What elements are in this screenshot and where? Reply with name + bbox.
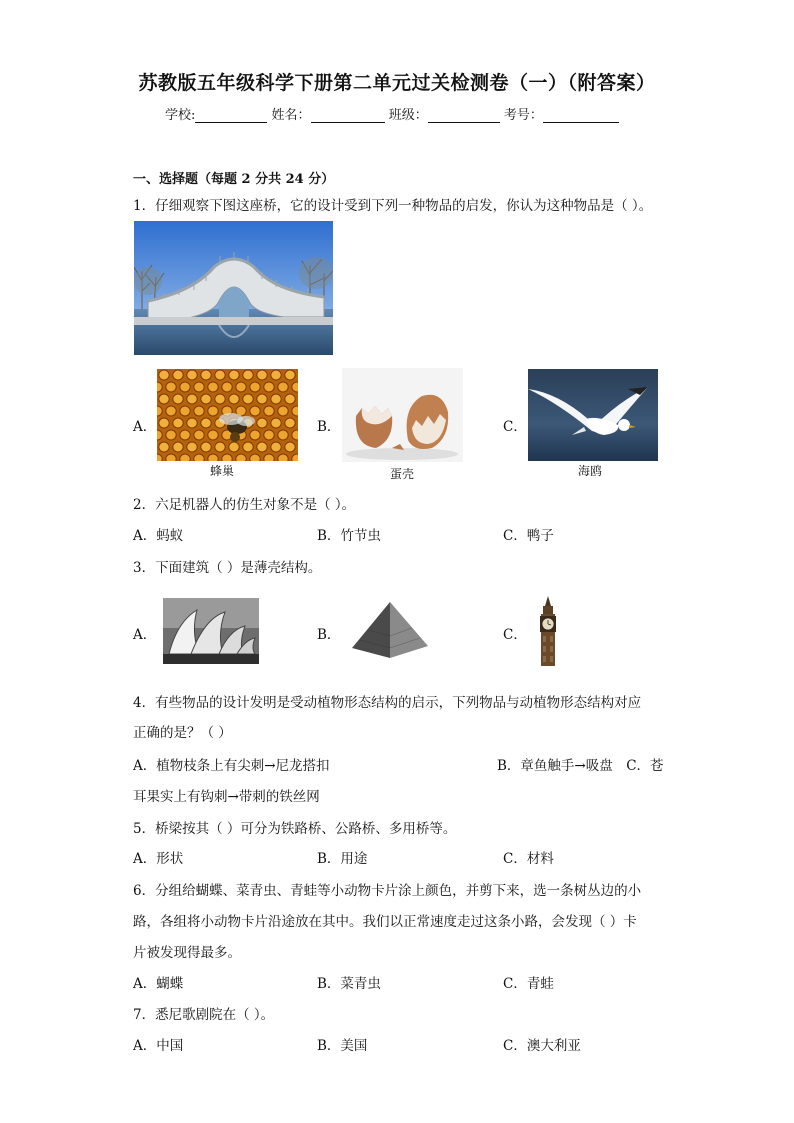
question-6-line-1: 6．分组给蝴蝶、菜青虫、青蛙等小动物卡片涂上颜色，并剪下来，选一条树丛边的小 bbox=[133, 883, 642, 899]
q4-option-b-c[interactable]: B．章鱼触手→吸盘 C．苍 bbox=[497, 758, 664, 774]
sydney-opera-house-image[interactable] bbox=[163, 598, 259, 664]
q1-caption-b: 蛋壳 bbox=[389, 467, 414, 481]
q5-option-c[interactable]: C．材料 bbox=[503, 851, 554, 867]
seagull-image[interactable] bbox=[528, 369, 658, 461]
question-4-line-2: 正确的是？（ ） bbox=[133, 725, 232, 741]
question-4-line-1: 4．有些物品的设计发明是受动植物形态结构的启示，下列物品与动植物形态结构对应 bbox=[133, 695, 642, 711]
q6-option-c[interactable]: C．青蛙 bbox=[503, 976, 554, 992]
class-label: 班级： bbox=[388, 108, 428, 123]
question-1-text: 1．仔细观察下图这座桥，它的设计受到下列一种物品的启发，你认为这种物品是（ ）。 bbox=[133, 198, 653, 214]
q1-option-a[interactable]: A． bbox=[133, 419, 157, 435]
q2-option-c[interactable]: C．鸭子 bbox=[503, 528, 554, 544]
q1-caption-c: 海鸥 bbox=[577, 464, 602, 478]
question-2-text: 2．六足机器人的仿生对象不是（ ）。 bbox=[133, 497, 356, 513]
number-label: 考号： bbox=[503, 108, 543, 123]
q2-option-b[interactable]: B．竹节虫 bbox=[317, 528, 381, 544]
q2-option-a[interactable]: A．蚂蚁 bbox=[133, 528, 184, 544]
q1-option-c[interactable]: C． bbox=[503, 419, 527, 435]
q7-option-c[interactable]: C．澳大利亚 bbox=[503, 1038, 581, 1054]
question-4-line-4[interactable]: 耳果实上有钩刺→带刺的铁丝网 bbox=[133, 789, 320, 805]
pyramid-image[interactable] bbox=[350, 600, 430, 660]
q5-option-b[interactable]: B．用途 bbox=[317, 851, 368, 867]
q3-option-b[interactable]: B． bbox=[317, 627, 341, 643]
name-label: 姓名： bbox=[271, 108, 311, 123]
q7-option-b[interactable]: B．美国 bbox=[317, 1038, 368, 1054]
q1-caption-a: 蜂巢 bbox=[209, 464, 234, 478]
q6-option-b[interactable]: B．菜青虫 bbox=[317, 976, 381, 992]
q3-option-a[interactable]: A． bbox=[133, 627, 157, 643]
q7-option-a[interactable]: A．中国 bbox=[133, 1038, 184, 1054]
question-7-text: 7．悉尼歌剧院在（ ）。 bbox=[133, 1007, 275, 1023]
student-info-line bbox=[165, 104, 619, 123]
question-6-line-3: 片被发现得最多。 bbox=[133, 945, 241, 961]
eggshell-image[interactable] bbox=[342, 368, 463, 462]
section-heading: 一、选择题（每题 2 分共 24 分） bbox=[133, 172, 335, 187]
honeycomb-image[interactable] bbox=[157, 369, 298, 461]
big-ben-image[interactable] bbox=[535, 596, 561, 666]
question-6-line-2: 路，各组将小动物卡片沿途放在其中。我们以正常速度走过这条小路，会发现（ ）卡 bbox=[133, 914, 637, 930]
name-blank[interactable] bbox=[311, 108, 385, 123]
school-label: 学校: bbox=[165, 108, 196, 123]
class-blank[interactable] bbox=[428, 108, 500, 123]
school-blank[interactable] bbox=[195, 108, 267, 123]
page-title: 苏教版五年级科学下册第二单元过关检测卷（一）（附答案） bbox=[138, 72, 656, 94]
q4-option-a[interactable]: A．植物枝条上有尖刺→尼龙搭扣 bbox=[133, 758, 330, 774]
question-3-text: 3．下面建筑（ ）是薄壳结构。 bbox=[133, 560, 322, 576]
q5-option-a[interactable]: A．形状 bbox=[133, 851, 184, 867]
arch-bridge-image bbox=[134, 221, 333, 355]
q1-option-b[interactable]: B． bbox=[317, 419, 341, 435]
number-blank[interactable] bbox=[543, 108, 619, 123]
question-5-text: 5．桥梁按其（ ）可分为铁路桥、公路桥、多用桥等。 bbox=[133, 821, 457, 837]
q3-option-c[interactable]: C． bbox=[503, 627, 527, 643]
q6-option-a[interactable]: A．蝴蝶 bbox=[133, 976, 184, 992]
